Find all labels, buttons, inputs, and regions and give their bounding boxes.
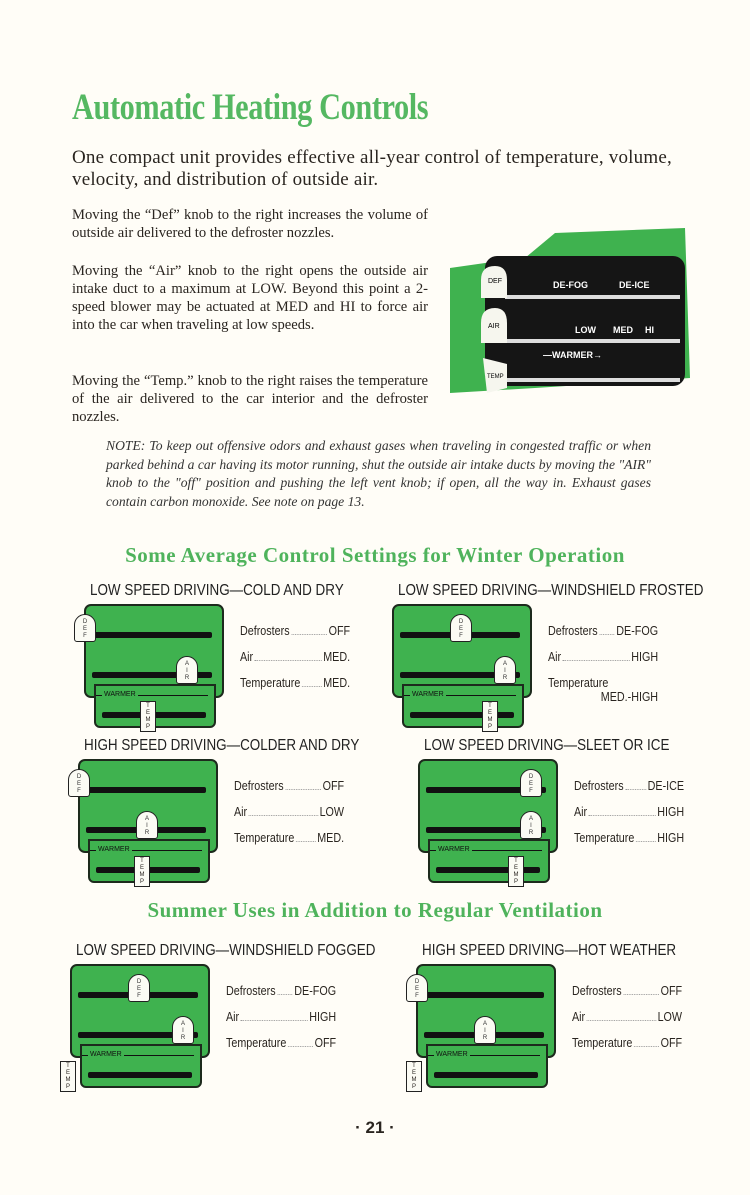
temperature-value: OFF <box>660 1036 683 1050</box>
def-knob-icon: D E F <box>450 614 472 642</box>
safety-note: NOTE: To keep out offensive odors and exhaust gases when traveling in congested traffic or when parked behind a car having its motor running, shut the outside air intake ducts by moving the "AIR" knob to the "off" position and pushing the left vent knob; if open, all the way in. Exhaust gases contain carbon monoxide. See note on page 13. <box>106 438 651 509</box>
air-row <box>572 1010 682 1036</box>
photo-label-deice: DE-ICE <box>619 280 650 290</box>
def-knob-icon: D E F <box>68 769 90 797</box>
temperature-row <box>574 831 684 857</box>
setting-title: LOW SPEED DRIVING—SLEET OR ICE <box>424 737 670 754</box>
defrosters-label: Defrosters <box>548 624 598 638</box>
temp-knob-label: TEMP <box>487 374 504 380</box>
temperature-label: Temperature <box>572 1036 633 1050</box>
air-label: Air <box>572 1010 586 1024</box>
air-value: HIGH <box>657 805 685 819</box>
temp-knob-icon: T E M P <box>482 701 498 732</box>
temp-knob-icon: T E M P <box>406 1061 422 1092</box>
def-slider <box>86 787 206 793</box>
air-knob-paragraph: Moving the “Air” knob to the right opens the outside air intake duct to a maximum at LOW. Beyond this point a 2-speed blower may be actuated at MED and HI to force air into the car when traveling at low speeds. <box>72 263 428 333</box>
warmer-line <box>428 1051 540 1058</box>
winter-heading: Some Average Control Settings for Winter Operation <box>125 543 625 567</box>
defrosters-label: Defrosters <box>572 984 622 998</box>
air-label: Air <box>226 1010 240 1024</box>
def-knob-label: DEF <box>488 278 502 285</box>
control-diagram <box>410 964 560 1088</box>
page-number: · 21 · <box>355 1118 395 1137</box>
def-knob-paragraph: Moving the “Def” knob to the right increases the volume of outside air delivered to the defroster nozzles. <box>72 207 428 241</box>
setting-title: LOW SPEED DRIVING—COLD AND DRY <box>90 582 344 599</box>
defrosters-row <box>572 984 682 1010</box>
air-label: Air <box>548 650 562 664</box>
temperature-label: Temperature <box>548 676 609 690</box>
setting-values <box>234 779 344 857</box>
air-row <box>234 805 344 831</box>
air-knob-icon: A I R <box>176 656 198 684</box>
temperature-row <box>548 676 658 710</box>
air-label: Air <box>234 805 248 819</box>
heater-control-photo <box>445 228 690 398</box>
temperature-value: MED. <box>323 676 351 690</box>
warmer-line <box>90 846 202 853</box>
setting-title: LOW SPEED DRIVING—WINDSHIELD FROSTED <box>398 582 704 599</box>
air-label: Air <box>574 805 588 819</box>
temperature-value: OFF <box>314 1036 337 1050</box>
def-slider <box>92 632 212 638</box>
warmer-label: WARMER <box>98 846 130 853</box>
defrosters-label: Defrosters <box>226 984 276 998</box>
temperature-label: Temperature <box>240 676 301 690</box>
photo-label-hi: HI <box>645 325 654 335</box>
warmer-label: WARMER <box>438 846 470 853</box>
temperature-label: Temperature <box>234 831 295 845</box>
setting-title: LOW SPEED DRIVING—WINDSHIELD FOGGED <box>76 942 376 959</box>
defrosters-row <box>226 984 336 1010</box>
temperature-row <box>572 1036 682 1062</box>
temperature-row <box>226 1036 336 1062</box>
def-knob-icon: D E F <box>520 769 542 797</box>
temperature-label: Temperature <box>574 831 635 845</box>
warmer-label: WARMER <box>104 691 136 698</box>
air-row <box>548 650 658 676</box>
warmer-line <box>96 691 208 698</box>
defrosters-label: Defrosters <box>234 779 284 793</box>
air-value: LOW <box>319 805 345 819</box>
temperature-row <box>240 676 350 702</box>
warmer-label: WARMER <box>436 1051 468 1058</box>
control-diagram <box>386 604 536 728</box>
air-knob-icon: A I R <box>136 811 158 839</box>
temperature-value: MED. <box>317 831 345 845</box>
setting-values <box>240 624 350 702</box>
defrosters-row <box>234 779 344 805</box>
warmer-line <box>430 846 542 853</box>
photo-label-low: LOW <box>575 325 596 335</box>
defrosters-label: Defrosters <box>574 779 624 793</box>
def-knob-icon: D E F <box>74 614 96 642</box>
control-diagram <box>78 604 228 728</box>
air-knob-icon: A I R <box>520 811 542 839</box>
air-value: MED. <box>323 650 351 664</box>
defrosters-value: DE-FOG <box>294 984 337 998</box>
air-value: HIGH <box>309 1010 337 1024</box>
temp-knob-icon: T E M P <box>140 701 156 732</box>
temp-slider <box>88 1072 192 1078</box>
air-knob-icon: A I R <box>172 1016 194 1044</box>
temperature-value: MED.-HIGH <box>600 690 659 704</box>
defrosters-row <box>574 779 684 805</box>
defrosters-row <box>548 624 658 650</box>
temp-slider <box>410 712 514 718</box>
warmer-label: WARMER <box>90 1051 122 1058</box>
temp-knob-paragraph: Moving the “Temp.” knob to the right raises the temperature of the air delivered to the car interior and the defroster nozzles. <box>72 373 428 425</box>
defrosters-value: DE-ICE <box>647 779 685 793</box>
control-diagram <box>64 964 214 1088</box>
warmer-label: WARMER <box>412 691 444 698</box>
air-label: Air <box>240 650 254 664</box>
page-title: Automatic Heating Controls <box>72 87 429 128</box>
setting-values <box>572 984 682 1062</box>
defrosters-value: OFF <box>322 779 345 793</box>
warmer-line <box>404 691 516 698</box>
air-value: LOW <box>657 1010 683 1024</box>
setting-title: HIGH SPEED DRIVING—HOT WEATHER <box>422 942 677 959</box>
setting-values <box>574 779 684 857</box>
setting-values <box>226 984 336 1062</box>
photo-label-med: MED <box>613 325 633 335</box>
temp-knob-icon: T E M P <box>134 856 150 887</box>
intro-text: One compact unit provides effective all-year control of temperature, volume, velocity, and distribution of outside air. <box>72 147 672 190</box>
air-knob-icon: A I R <box>494 656 516 684</box>
air-value: HIGH <box>631 650 659 664</box>
warmer-line <box>82 1051 194 1058</box>
def-knob-icon: D E F <box>128 974 150 1002</box>
setting-title: HIGH SPEED DRIVING—COLDER AND DRY <box>84 737 360 754</box>
temp-slider <box>436 867 540 873</box>
air-row <box>240 650 350 676</box>
temperature-row <box>234 831 344 857</box>
temperature-value: HIGH <box>657 831 685 845</box>
control-diagram <box>72 759 222 883</box>
control-diagram <box>412 759 562 883</box>
defrosters-label: Defrosters <box>240 624 290 638</box>
def-slider <box>424 992 544 998</box>
defrosters-value: OFF <box>660 984 683 998</box>
defrosters-row <box>240 624 350 650</box>
defrosters-value: OFF <box>328 624 351 638</box>
defrosters-value: DE-FOG <box>616 624 659 638</box>
temperature-label: Temperature <box>226 1036 287 1050</box>
temp-slider <box>434 1072 538 1078</box>
summer-heading: Summer Uses in Addition to Regular Ventilation <box>147 898 603 922</box>
photo-label-warmer: —WARMER→ <box>543 350 602 360</box>
air-knob-label: AIR <box>488 323 500 330</box>
air-knob-icon: A I R <box>474 1016 496 1044</box>
air-row <box>226 1010 336 1036</box>
temp-knob-icon: T E M P <box>60 1061 76 1092</box>
air-row <box>574 805 684 831</box>
def-knob-icon: D E F <box>406 974 428 1002</box>
photo-label-defog: DE-FOG <box>553 280 588 290</box>
setting-values <box>548 624 658 710</box>
temp-knob-icon: T E M P <box>508 856 524 887</box>
